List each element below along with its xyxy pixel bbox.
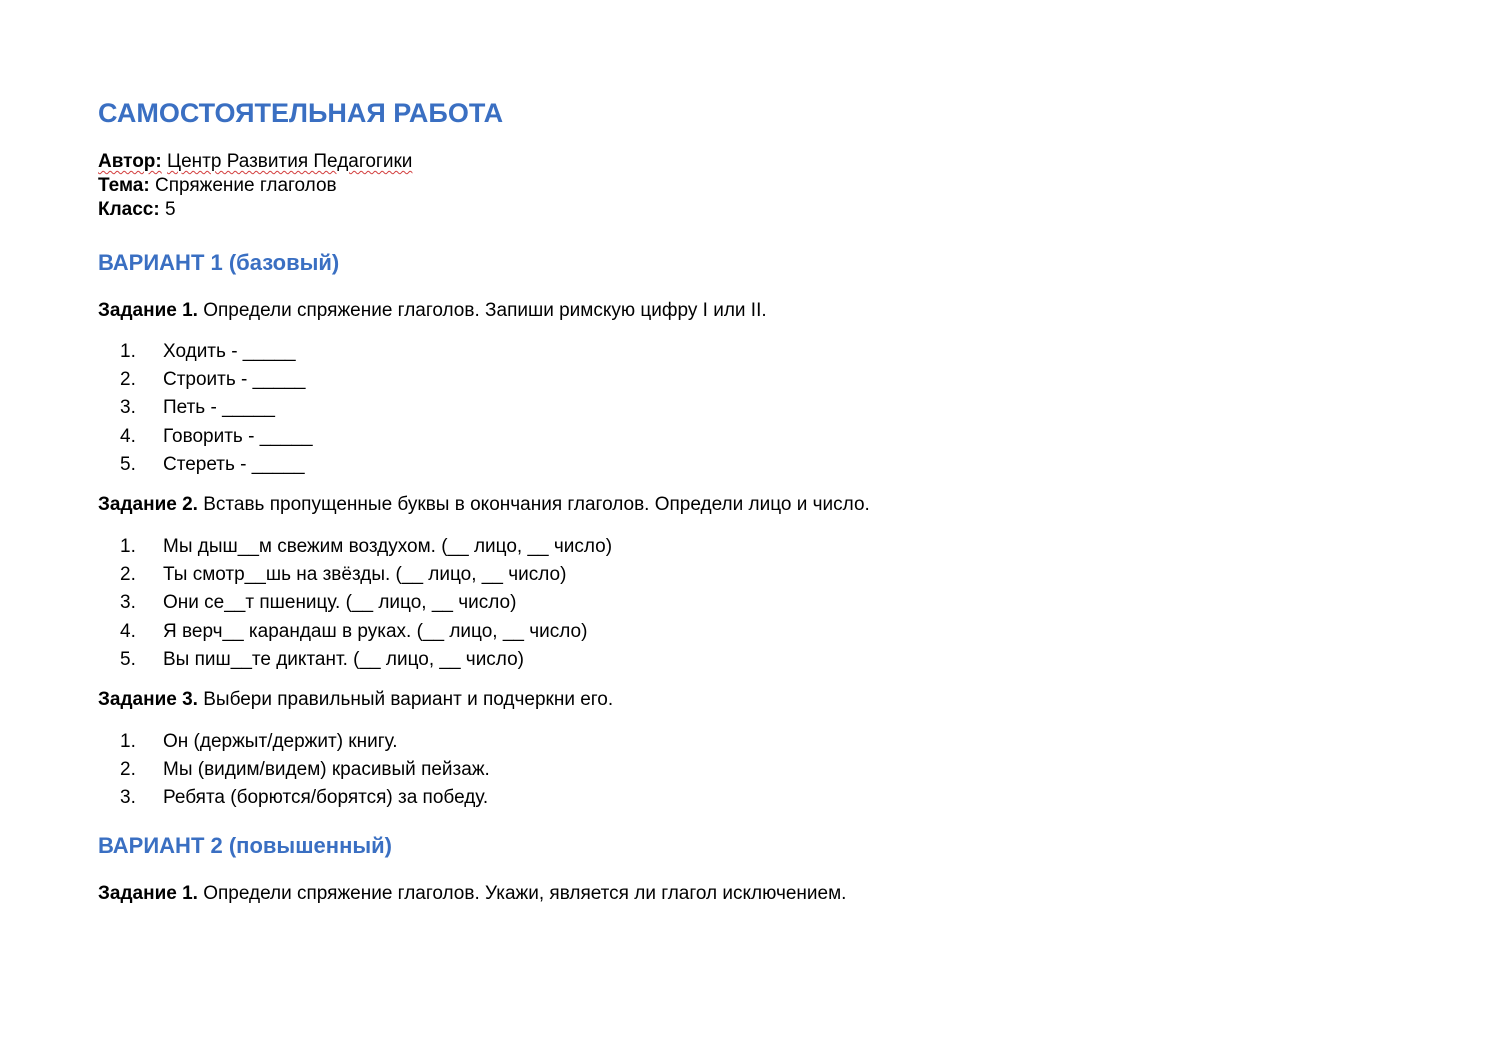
variant2-heading: ВАРИАНТ 2 (повышенный) <box>98 833 392 858</box>
list-text: Ходить - _____ <box>163 341 296 362</box>
list-text: Они се__т пшеницу. (__ лицо, __ число) <box>163 592 517 614</box>
variant1-task2 <box>98 492 870 518</box>
variant1-task3 <box>98 687 613 713</box>
list-text: Мы (видим/видем) красивый пейзаж. <box>163 759 490 781</box>
task-label: Задание 1. <box>98 300 198 321</box>
author-label: Автор: <box>98 151 162 172</box>
list-text: Он (держыт/держит) книгу. <box>163 731 398 752</box>
list-text: Мы дыш__м свежим воздухом. (__ лицо, __ число) <box>163 536 613 557</box>
list-number: 4. <box>120 620 136 642</box>
variant2-task1 <box>98 881 846 907</box>
document-title: САМОСТОЯТЕЛЬНАЯ РАБОТА <box>98 98 504 128</box>
list-number: 2. <box>120 759 136 781</box>
list-text: Ты смотр__шь на звёзды. (__ лицо, __ число) <box>163 564 567 586</box>
list-text: Строить - _____ <box>163 369 306 391</box>
topic-value: Спряжение глаголов <box>154 175 337 196</box>
author-value: Центр Развития Педагогики <box>167 151 413 172</box>
topic-line <box>98 174 412 198</box>
list-text: Я верч__ карандаш в руках. (__ лицо, __ число) <box>163 620 588 642</box>
list-number: 1. <box>120 731 136 752</box>
task-label: Задание 3. <box>98 689 198 710</box>
topic-label: Тема: <box>98 175 150 196</box>
list-number: 5. <box>120 648 136 670</box>
list-number: 3. <box>120 787 136 809</box>
grade-value: 5 <box>164 199 176 220</box>
list-number: 5. <box>120 453 136 475</box>
list-number: 3. <box>120 592 136 614</box>
list-text: Говорить - _____ <box>163 425 313 447</box>
task-text: Определи спряжение глаголов. Запиши римскую цифру I или II. <box>203 300 767 321</box>
list-number: 2. <box>120 369 136 391</box>
document-meta <box>98 150 412 222</box>
task-text: Вставь пропущенные буквы в окончания глаголов. Определи лицо и число. <box>203 494 870 515</box>
list-text: Стереть - _____ <box>163 453 305 475</box>
list-number: 4. <box>120 425 136 447</box>
list-text: Петь - _____ <box>163 397 275 419</box>
variant1-heading: ВАРИАНТ 1 (базовый) <box>98 250 340 275</box>
list-number: 3. <box>120 397 136 419</box>
variant1-task1 <box>98 298 767 324</box>
grade-label: Класс: <box>98 199 160 220</box>
grade-line <box>98 198 412 222</box>
task-text: Выбери правильный вариант и подчеркни его. <box>203 689 614 710</box>
list-text: Ребята (борются/борятся) за победу. <box>163 787 489 809</box>
list-number: 1. <box>120 341 136 362</box>
task-label: Задание 1. <box>98 883 198 904</box>
list-text: Вы пиш__те диктант. (__ лицо, __ число) <box>163 648 524 670</box>
task-label: Задание 2. <box>98 494 198 515</box>
list-number: 1. <box>120 536 136 557</box>
list-number: 2. <box>120 564 136 586</box>
author-line <box>98 150 412 174</box>
task-text: Определи спряжение глаголов. Укажи, является ли глагол исключением. <box>203 883 847 904</box>
